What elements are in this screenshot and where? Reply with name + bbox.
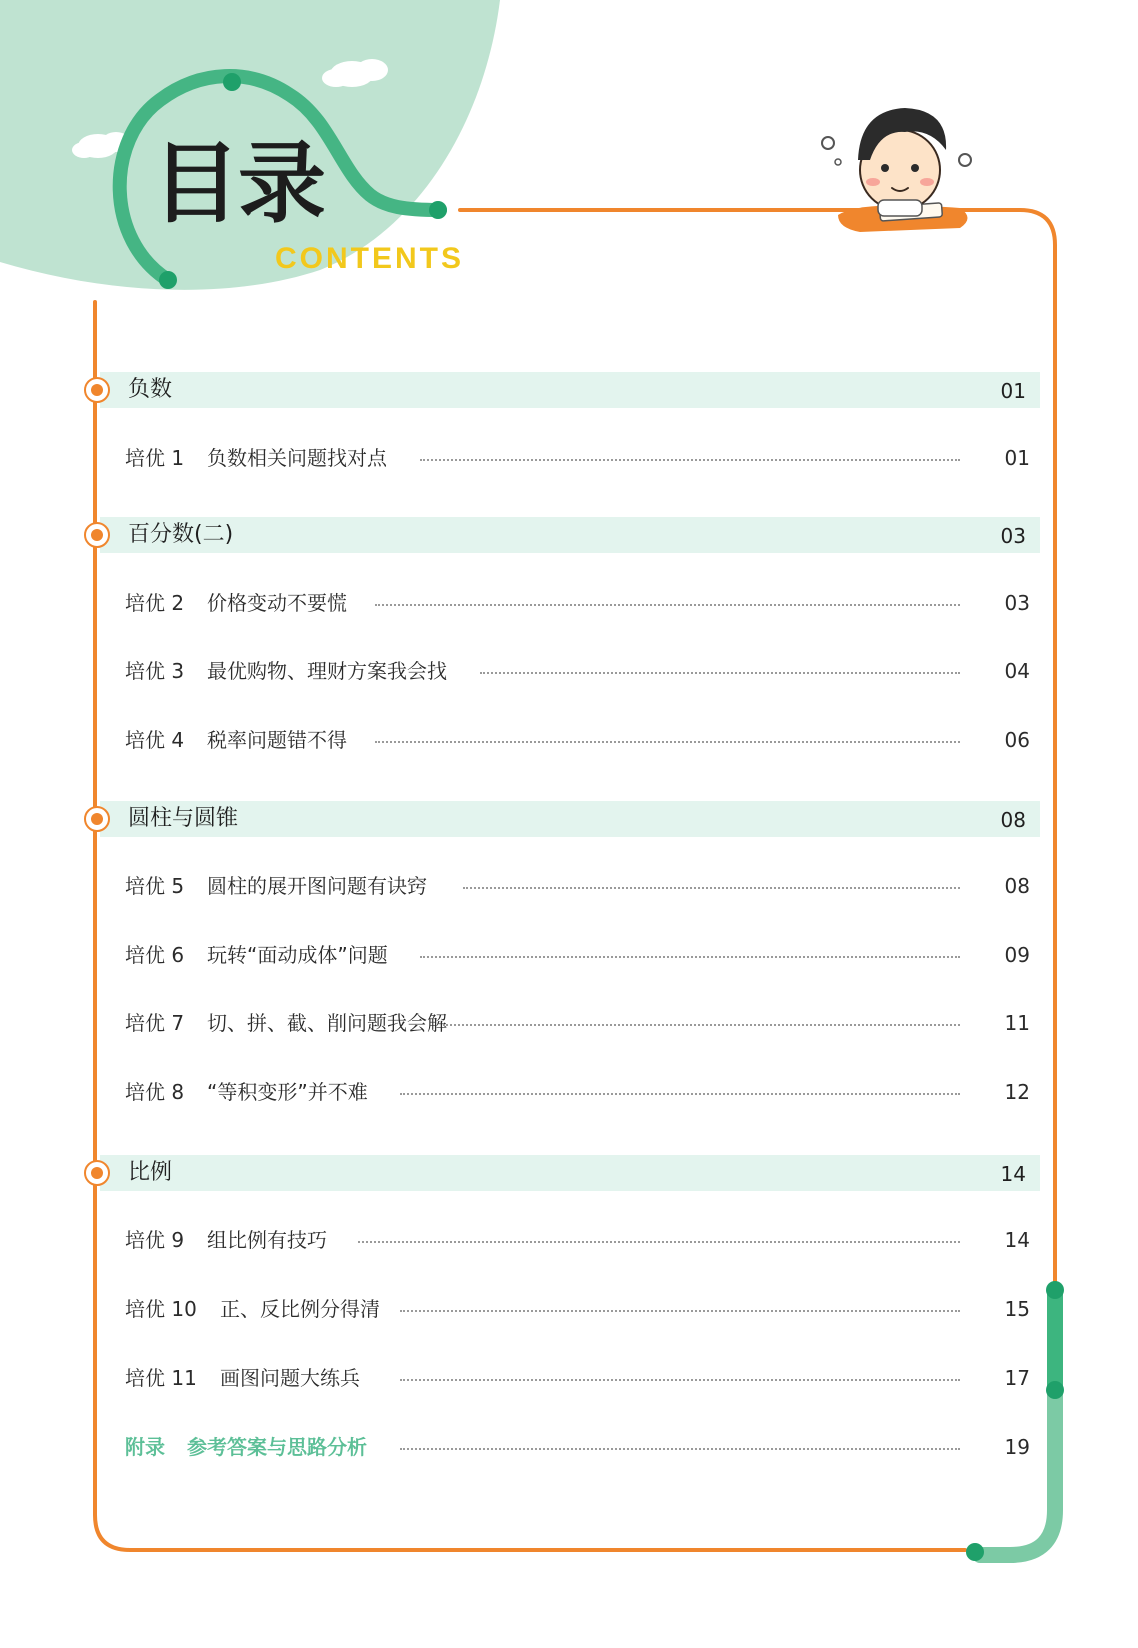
reading-boy-illustration [822,108,971,232]
lesson-title: 最优购物、理财方案我会找 [207,659,447,683]
toc-entry[interactable] [125,942,1030,968]
appendix-label: 附录 [125,1435,165,1459]
section-title: 百分数(二) [128,522,234,547]
lesson-page-number: 12 [1004,1080,1030,1104]
lesson-number: 培优 2 [125,591,185,615]
page-title: 目录 [152,132,325,235]
section-band [100,801,1040,837]
dot-leader [420,956,960,958]
dot-leader [463,887,960,889]
lesson-number: 培优 6 [125,943,185,967]
dot-leader [400,1093,960,1095]
dot-leader [480,672,960,674]
lesson-number: 培优 1 [125,446,185,470]
toc-entry[interactable] [125,1010,1030,1036]
lesson-title: 负数相关问题找对点 [207,446,387,470]
dot-leader [358,1241,960,1243]
section-page-number: 01 [1000,379,1026,403]
appendix-title: 参考答案与思路分析 [187,1435,367,1459]
lesson-title: 组比例有技巧 [207,1228,327,1252]
lesson-number: 培优 7 [125,1011,185,1035]
lesson-number: 培优 5 [125,874,185,898]
toc-entry[interactable] [125,590,1030,616]
lesson-page-number: 08 [1004,874,1030,898]
lesson-page-number: 09 [1004,943,1030,967]
section-title: 比例 [128,1160,173,1185]
section-band [100,372,1040,408]
lesson-title: 切、拼、截、削问题我会解 [207,1011,447,1035]
toc-entry[interactable] [125,1296,1030,1322]
lesson-title: “等积变形”并不难 [207,1080,368,1104]
dot-leader [375,604,960,606]
lesson-page-number: 06 [1004,728,1030,752]
toc-entry[interactable] [125,1079,1030,1105]
lesson-page-number: 14 [1004,1228,1030,1252]
section-bullet-icon [83,521,111,549]
lesson-page-number: 11 [1004,1011,1030,1035]
section-band [100,517,1040,553]
lesson-page-number: 17 [1004,1366,1030,1390]
toc-entry[interactable] [125,445,1030,471]
lesson-page-number: 04 [1004,659,1030,683]
lesson-title: 画图问题大练兵 [220,1366,360,1390]
lesson-title: 税率问题错不得 [207,728,347,752]
toc-appendix-entry[interactable] [125,1434,1030,1460]
lesson-number: 培优 4 [125,728,185,752]
dot-leader [400,1448,960,1450]
lesson-page-number: 03 [1004,591,1030,615]
lesson-page-number: 01 [1004,446,1030,470]
section-band [100,1155,1040,1191]
lesson-title: 圆柱的展开图问题有诀窍 [207,874,427,898]
toc-entry[interactable] [125,658,1030,684]
toc-entry[interactable] [125,873,1030,899]
lesson-number: 培优 9 [125,1228,185,1252]
green-corner-band [980,1290,1055,1555]
lesson-number: 培优 8 [125,1080,185,1104]
page-subtitle: CONTENTS [275,242,464,275]
lesson-number: 培优 10 [125,1297,197,1321]
section-page-number: 08 [1000,808,1026,832]
dot-leader [375,741,960,743]
section-page-number: 14 [1000,1162,1026,1186]
section-bullet-icon [83,805,111,833]
section-title: 圆柱与圆锥 [128,806,239,831]
toc-entry[interactable] [125,1365,1030,1391]
toc-entry[interactable] [125,1227,1030,1253]
lesson-number: 培优 11 [125,1366,197,1390]
dot-leader [420,459,960,461]
lesson-page-number: 15 [1004,1297,1030,1321]
toc-entry[interactable] [125,727,1030,753]
lesson-title: 正、反比例分得清 [220,1297,380,1321]
dot-leader [400,1379,960,1381]
dot-leader [400,1310,960,1312]
section-title: 负数 [128,377,173,402]
appendix-page-number: 19 [1004,1435,1030,1459]
section-bullet-icon [83,376,111,404]
section-bullet-icon [83,1159,111,1187]
dot-leader [443,1024,960,1026]
lesson-number: 培优 3 [125,659,185,683]
lesson-title: 玩转“面动成体”问题 [207,943,388,967]
section-page-number: 03 [1000,524,1026,548]
lesson-title: 价格变动不要慌 [207,591,347,615]
